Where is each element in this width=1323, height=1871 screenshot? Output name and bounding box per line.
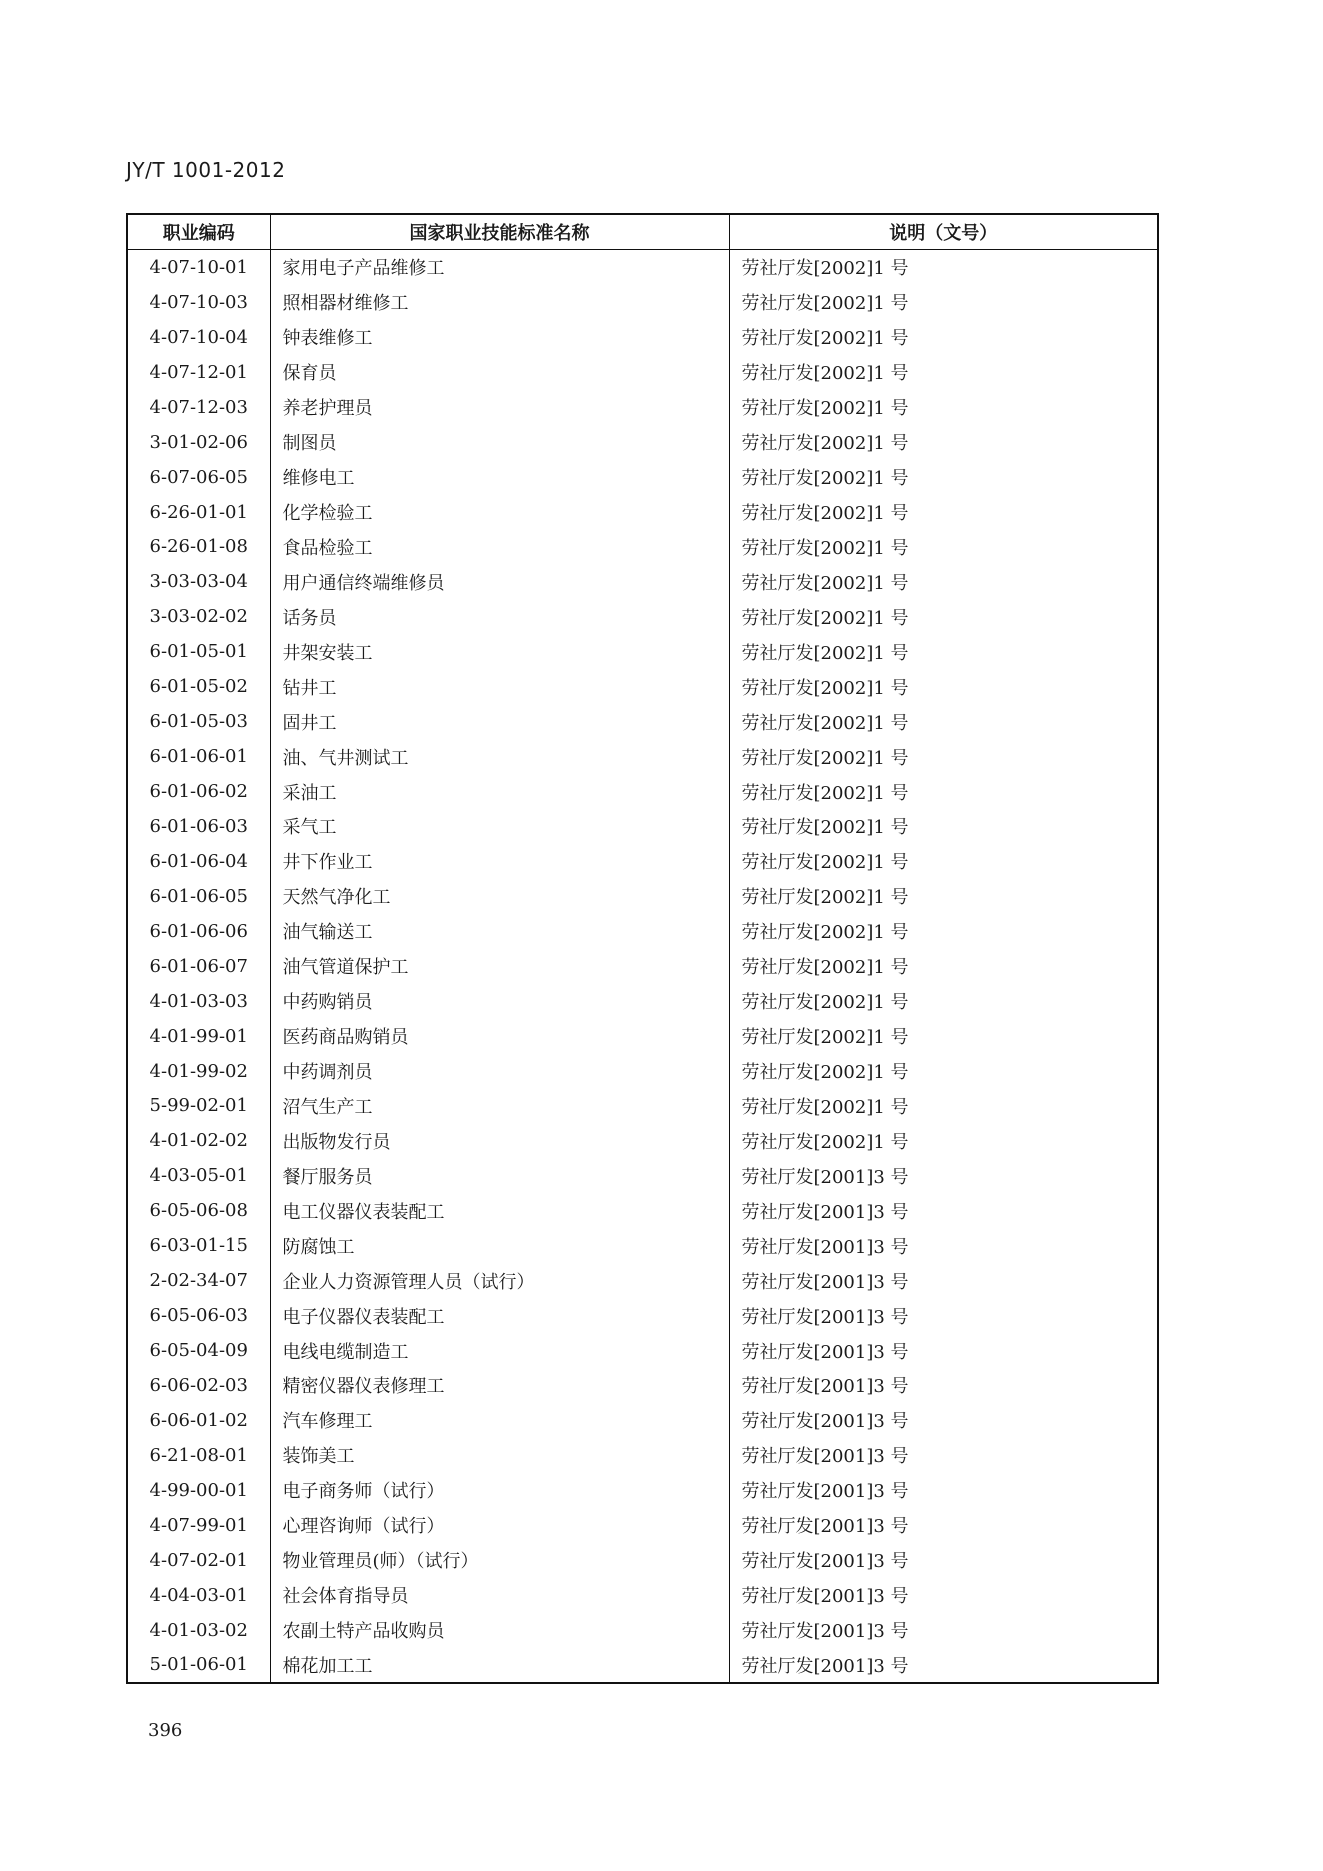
cell-document-number: 劳社厅发[2002]1 号 bbox=[729, 599, 1158, 634]
cell-document-number: 劳社厅发[2002]1 号 bbox=[729, 844, 1158, 879]
cell-document-number: 劳社厅发[2001]3 号 bbox=[729, 1298, 1158, 1333]
cell-document-number: 劳社厅发[2001]3 号 bbox=[729, 1403, 1158, 1438]
cell-standard-name: 钟表维修工 bbox=[270, 320, 729, 355]
cell-occupation-code: 4-07-10-01 bbox=[127, 250, 270, 285]
table-row bbox=[127, 1473, 1158, 1508]
cell-occupation-code: 4-03-05-01 bbox=[127, 1158, 270, 1193]
cell-standard-name: 出版物发行员 bbox=[270, 1123, 729, 1158]
cell-standard-name: 照相器材维修工 bbox=[270, 285, 729, 320]
cell-document-number: 劳社厅发[2002]1 号 bbox=[729, 634, 1158, 669]
cell-standard-name: 食品检验工 bbox=[270, 530, 729, 565]
cell-occupation-code: 6-01-05-01 bbox=[127, 634, 270, 669]
cell-occupation-code: 5-01-06-01 bbox=[127, 1648, 270, 1684]
table-row bbox=[127, 1403, 1158, 1438]
cell-occupation-code: 6-01-06-03 bbox=[127, 809, 270, 844]
cell-document-number: 劳社厅发[2001]3 号 bbox=[729, 1193, 1158, 1228]
table-row bbox=[127, 1123, 1158, 1158]
cell-occupation-code: 4-07-10-04 bbox=[127, 320, 270, 355]
cell-standard-name: 棉花加工工 bbox=[270, 1648, 729, 1684]
column-header-note: 说明（文号） bbox=[729, 214, 1158, 250]
cell-standard-name: 油气管道保护工 bbox=[270, 949, 729, 984]
cell-occupation-code: 6-26-01-01 bbox=[127, 495, 270, 530]
cell-standard-name: 社会体育指导员 bbox=[270, 1578, 729, 1613]
cell-occupation-code: 3-01-02-06 bbox=[127, 425, 270, 460]
table-row bbox=[127, 1648, 1158, 1684]
cell-document-number: 劳社厅发[2001]3 号 bbox=[729, 1613, 1158, 1648]
cell-occupation-code: 6-06-01-02 bbox=[127, 1403, 270, 1438]
cell-occupation-code: 4-01-03-02 bbox=[127, 1613, 270, 1648]
cell-occupation-code: 6-05-06-03 bbox=[127, 1298, 270, 1333]
cell-standard-name: 沼气生产工 bbox=[270, 1089, 729, 1124]
cell-standard-name: 中药购销员 bbox=[270, 984, 729, 1019]
table-row bbox=[127, 774, 1158, 809]
cell-standard-name: 井下作业工 bbox=[270, 844, 729, 879]
cell-document-number: 劳社厅发[2002]1 号 bbox=[729, 285, 1158, 320]
cell-document-number: 劳社厅发[2001]3 号 bbox=[729, 1333, 1158, 1368]
table-row bbox=[127, 1228, 1158, 1263]
table-row bbox=[127, 1054, 1158, 1089]
cell-standard-name: 化学检验工 bbox=[270, 495, 729, 530]
cell-occupation-code: 6-01-06-06 bbox=[127, 914, 270, 949]
cell-document-number: 劳社厅发[2002]1 号 bbox=[729, 564, 1158, 599]
cell-occupation-code: 4-01-03-03 bbox=[127, 984, 270, 1019]
table-row bbox=[127, 1543, 1158, 1578]
cell-standard-name: 企业人力资源管理人员（试行） bbox=[270, 1263, 729, 1298]
document-id: JY/T 1001-2012 bbox=[126, 158, 286, 182]
cell-standard-name: 用户通信终端维修员 bbox=[270, 564, 729, 599]
table-row bbox=[127, 844, 1158, 879]
table-row bbox=[127, 1333, 1158, 1368]
table-row bbox=[127, 355, 1158, 390]
cell-occupation-code: 3-03-02-02 bbox=[127, 599, 270, 634]
table-row bbox=[127, 425, 1158, 460]
cell-standard-name: 防腐蚀工 bbox=[270, 1228, 729, 1263]
cell-occupation-code: 6-01-06-01 bbox=[127, 739, 270, 774]
cell-document-number: 劳社厅发[2002]1 号 bbox=[729, 949, 1158, 984]
table-row bbox=[127, 285, 1158, 320]
cell-document-number: 劳社厅发[2002]1 号 bbox=[729, 460, 1158, 495]
occupation-standards-table bbox=[126, 213, 1159, 1684]
table-row bbox=[127, 1193, 1158, 1228]
cell-document-number: 劳社厅发[2002]1 号 bbox=[729, 914, 1158, 949]
cell-document-number: 劳社厅发[2002]1 号 bbox=[729, 774, 1158, 809]
cell-occupation-code: 6-07-06-05 bbox=[127, 460, 270, 495]
table-row bbox=[127, 1158, 1158, 1193]
table-row bbox=[127, 1438, 1158, 1473]
table-row bbox=[127, 599, 1158, 634]
table-row bbox=[127, 1508, 1158, 1543]
cell-occupation-code: 6-01-06-07 bbox=[127, 949, 270, 984]
cell-document-number: 劳社厅发[2002]1 号 bbox=[729, 879, 1158, 914]
table-row bbox=[127, 390, 1158, 425]
table-row bbox=[127, 1368, 1158, 1403]
cell-occupation-code: 5-99-02-01 bbox=[127, 1089, 270, 1124]
cell-occupation-code: 6-03-01-15 bbox=[127, 1228, 270, 1263]
cell-standard-name: 电子仪器仪表装配工 bbox=[270, 1298, 729, 1333]
table-row bbox=[127, 739, 1158, 774]
cell-occupation-code: 4-04-03-01 bbox=[127, 1578, 270, 1613]
cell-document-number: 劳社厅发[2001]3 号 bbox=[729, 1508, 1158, 1543]
cell-document-number: 劳社厅发[2002]1 号 bbox=[729, 984, 1158, 1019]
cell-document-number: 劳社厅发[2002]1 号 bbox=[729, 1054, 1158, 1089]
cell-standard-name: 农副土特产品收购员 bbox=[270, 1613, 729, 1648]
cell-occupation-code: 6-01-05-02 bbox=[127, 669, 270, 704]
cell-document-number: 劳社厅发[2002]1 号 bbox=[729, 320, 1158, 355]
cell-occupation-code: 4-07-12-01 bbox=[127, 355, 270, 390]
cell-standard-name: 医药商品购销员 bbox=[270, 1019, 729, 1054]
cell-document-number: 劳社厅发[2002]1 号 bbox=[729, 1089, 1158, 1124]
cell-occupation-code: 3-03-03-04 bbox=[127, 564, 270, 599]
table-row bbox=[127, 495, 1158, 530]
table-row bbox=[127, 984, 1158, 1019]
cell-standard-name: 物业管理员(师）（试行） bbox=[270, 1543, 729, 1578]
cell-occupation-code: 4-07-99-01 bbox=[127, 1508, 270, 1543]
cell-document-number: 劳社厅发[2001]3 号 bbox=[729, 1473, 1158, 1508]
cell-standard-name: 养老护理员 bbox=[270, 390, 729, 425]
cell-occupation-code: 4-01-99-02 bbox=[127, 1054, 270, 1089]
cell-standard-name: 保育员 bbox=[270, 355, 729, 390]
table-row bbox=[127, 634, 1158, 669]
table-row bbox=[127, 669, 1158, 704]
cell-standard-name: 汽车修理工 bbox=[270, 1403, 729, 1438]
cell-document-number: 劳社厅发[2001]3 号 bbox=[729, 1228, 1158, 1263]
cell-standard-name: 精密仪器仪表修理工 bbox=[270, 1368, 729, 1403]
table-row bbox=[127, 530, 1158, 565]
page-number: 396 bbox=[148, 1720, 183, 1741]
table-row bbox=[127, 809, 1158, 844]
cell-occupation-code: 6-01-05-03 bbox=[127, 704, 270, 739]
cell-occupation-code: 6-21-08-01 bbox=[127, 1438, 270, 1473]
cell-standard-name: 话务员 bbox=[270, 599, 729, 634]
cell-occupation-code: 6-01-06-04 bbox=[127, 844, 270, 879]
cell-occupation-code: 4-01-99-01 bbox=[127, 1019, 270, 1054]
table-row bbox=[127, 1019, 1158, 1054]
table-row bbox=[127, 1578, 1158, 1613]
cell-standard-name: 采油工 bbox=[270, 774, 729, 809]
cell-document-number: 劳社厅发[2002]1 号 bbox=[729, 530, 1158, 565]
table-row bbox=[127, 949, 1158, 984]
cell-document-number: 劳社厅发[2001]3 号 bbox=[729, 1438, 1158, 1473]
cell-standard-name: 采气工 bbox=[270, 809, 729, 844]
cell-occupation-code: 2-02-34-07 bbox=[127, 1263, 270, 1298]
table-body bbox=[127, 250, 1158, 1684]
table-row bbox=[127, 564, 1158, 599]
table-row bbox=[127, 1613, 1158, 1648]
table-row bbox=[127, 1298, 1158, 1333]
cell-document-number: 劳社厅发[2002]1 号 bbox=[729, 495, 1158, 530]
cell-occupation-code: 4-07-12-03 bbox=[127, 390, 270, 425]
cell-standard-name: 维修电工 bbox=[270, 460, 729, 495]
cell-document-number: 劳社厅发[2002]1 号 bbox=[729, 704, 1158, 739]
cell-occupation-code: 6-26-01-08 bbox=[127, 530, 270, 565]
cell-occupation-code: 6-01-06-02 bbox=[127, 774, 270, 809]
cell-standard-name: 电线电缆制造工 bbox=[270, 1333, 729, 1368]
cell-standard-name: 电子商务师（试行） bbox=[270, 1473, 729, 1508]
cell-document-number: 劳社厅发[2002]1 号 bbox=[729, 1123, 1158, 1158]
table-row bbox=[127, 879, 1158, 914]
cell-occupation-code: 6-01-06-05 bbox=[127, 879, 270, 914]
cell-standard-name: 中药调剂员 bbox=[270, 1054, 729, 1089]
table-row bbox=[127, 1089, 1158, 1124]
cell-document-number: 劳社厅发[2001]3 号 bbox=[729, 1648, 1158, 1684]
cell-document-number: 劳社厅发[2002]1 号 bbox=[729, 250, 1158, 285]
cell-document-number: 劳社厅发[2001]3 号 bbox=[729, 1158, 1158, 1193]
cell-standard-name: 装饰美工 bbox=[270, 1438, 729, 1473]
cell-standard-name: 电工仪器仪表装配工 bbox=[270, 1193, 729, 1228]
cell-standard-name: 制图员 bbox=[270, 425, 729, 460]
cell-document-number: 劳社厅发[2002]1 号 bbox=[729, 809, 1158, 844]
table-row bbox=[127, 914, 1158, 949]
cell-occupation-code: 4-07-10-03 bbox=[127, 285, 270, 320]
cell-standard-name: 井架安装工 bbox=[270, 634, 729, 669]
cell-occupation-code: 6-05-06-08 bbox=[127, 1193, 270, 1228]
column-header-code: 职业编码 bbox=[127, 214, 270, 250]
cell-document-number: 劳社厅发[2001]3 号 bbox=[729, 1368, 1158, 1403]
cell-document-number: 劳社厅发[2002]1 号 bbox=[729, 390, 1158, 425]
table-row bbox=[127, 250, 1158, 285]
cell-standard-name: 固井工 bbox=[270, 704, 729, 739]
table-row bbox=[127, 704, 1158, 739]
cell-document-number: 劳社厅发[2002]1 号 bbox=[729, 1019, 1158, 1054]
cell-standard-name: 天然气净化工 bbox=[270, 879, 729, 914]
cell-document-number: 劳社厅发[2002]1 号 bbox=[729, 355, 1158, 390]
table-row bbox=[127, 460, 1158, 495]
cell-document-number: 劳社厅发[2002]1 号 bbox=[729, 739, 1158, 774]
cell-standard-name: 油气输送工 bbox=[270, 914, 729, 949]
cell-occupation-code: 6-06-02-03 bbox=[127, 1368, 270, 1403]
cell-document-number: 劳社厅发[2001]3 号 bbox=[729, 1543, 1158, 1578]
cell-document-number: 劳社厅发[2001]3 号 bbox=[729, 1578, 1158, 1613]
cell-document-number: 劳社厅发[2002]1 号 bbox=[729, 669, 1158, 704]
table-row bbox=[127, 1263, 1158, 1298]
cell-occupation-code: 4-01-02-02 bbox=[127, 1123, 270, 1158]
cell-standard-name: 餐厅服务员 bbox=[270, 1158, 729, 1193]
cell-occupation-code: 4-99-00-01 bbox=[127, 1473, 270, 1508]
table-row bbox=[127, 320, 1158, 355]
cell-occupation-code: 4-07-02-01 bbox=[127, 1543, 270, 1578]
cell-standard-name: 油、气井测试工 bbox=[270, 739, 729, 774]
table-header-row bbox=[127, 214, 1158, 250]
column-header-name: 国家职业技能标准名称 bbox=[270, 214, 729, 250]
cell-document-number: 劳社厅发[2001]3 号 bbox=[729, 1263, 1158, 1298]
cell-standard-name: 钻井工 bbox=[270, 669, 729, 704]
cell-document-number: 劳社厅发[2002]1 号 bbox=[729, 425, 1158, 460]
cell-standard-name: 家用电子产品维修工 bbox=[270, 250, 729, 285]
cell-occupation-code: 6-05-04-09 bbox=[127, 1333, 270, 1368]
cell-standard-name: 心理咨询师（试行） bbox=[270, 1508, 729, 1543]
